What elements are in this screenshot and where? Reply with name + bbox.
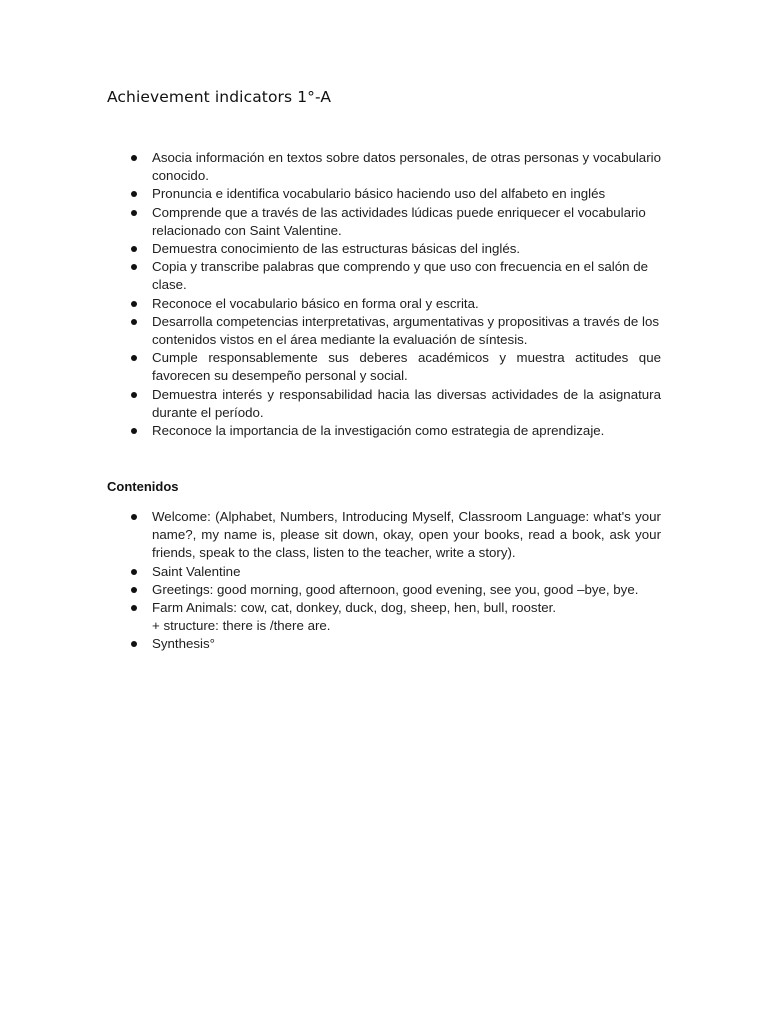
indicator-item: Demuestra interés y responsabilidad hacia las diversas actividades de la asignatura durante el período. bbox=[152, 386, 661, 422]
indicator-item: Pronuncia e identifica vocabulario básico haciendo uso del alfabeto en inglés bbox=[152, 185, 661, 203]
achievement-indicators-list bbox=[152, 149, 661, 440]
indicator-item: Asocia información en textos sobre datos personales, de otras personas y vocabulario conocido. bbox=[152, 149, 661, 185]
indicator-item: Cumple responsablemente sus deberes académicos y muestra actitudes que favorecen su desempeño personal y social. bbox=[152, 349, 661, 385]
contents-list bbox=[152, 508, 661, 654]
structure-line: + structure: there is /there are. bbox=[152, 618, 331, 634]
content-item: Welcome: (Alphabet, Numbers, Introducing Myself, Classroom Language: what's your name?, my name is, please sit down, okay, open your books, read a book, ask your friends, speak to the class, listen to the teacher, write a story). bbox=[152, 508, 661, 563]
indicator-item: Comprende que a través de las actividades lúdicas puede enriquecer el vocabulario relacionado con Saint Valentine. bbox=[152, 204, 661, 240]
content-item bbox=[152, 599, 661, 635]
contents-heading: Contenidos bbox=[107, 479, 179, 494]
content-item: Saint Valentine bbox=[152, 563, 661, 581]
document-title: Achievement indicators 1°-A bbox=[107, 88, 332, 106]
indicator-item: Reconoce el vocabulario básico en forma oral y escrita. bbox=[152, 295, 661, 313]
indicator-item: Demuestra conocimiento de las estructuras básicas del inglés. bbox=[152, 240, 661, 258]
indicator-item: Desarrolla competencias interpretativas, argumentativas y propositivas a través de los contenidos vistos en el área mediante la evaluación de síntesis. bbox=[152, 313, 661, 349]
content-item: Greetings: good morning, good afternoon, good evening, see you, good –bye, bye. bbox=[152, 581, 661, 599]
indicator-item: Copia y transcribe palabras que comprendo y que uso con frecuencia en el salón de clase. bbox=[152, 258, 661, 294]
content-item: Synthesis° bbox=[152, 635, 661, 653]
indicator-item: Reconoce la importancia de la investigación como estrategia de aprendizaje. bbox=[152, 422, 661, 440]
farm-animals-line: Farm Animals: cow, cat, donkey, duck, dog, sheep, hen, bull, rooster. bbox=[152, 600, 557, 616]
